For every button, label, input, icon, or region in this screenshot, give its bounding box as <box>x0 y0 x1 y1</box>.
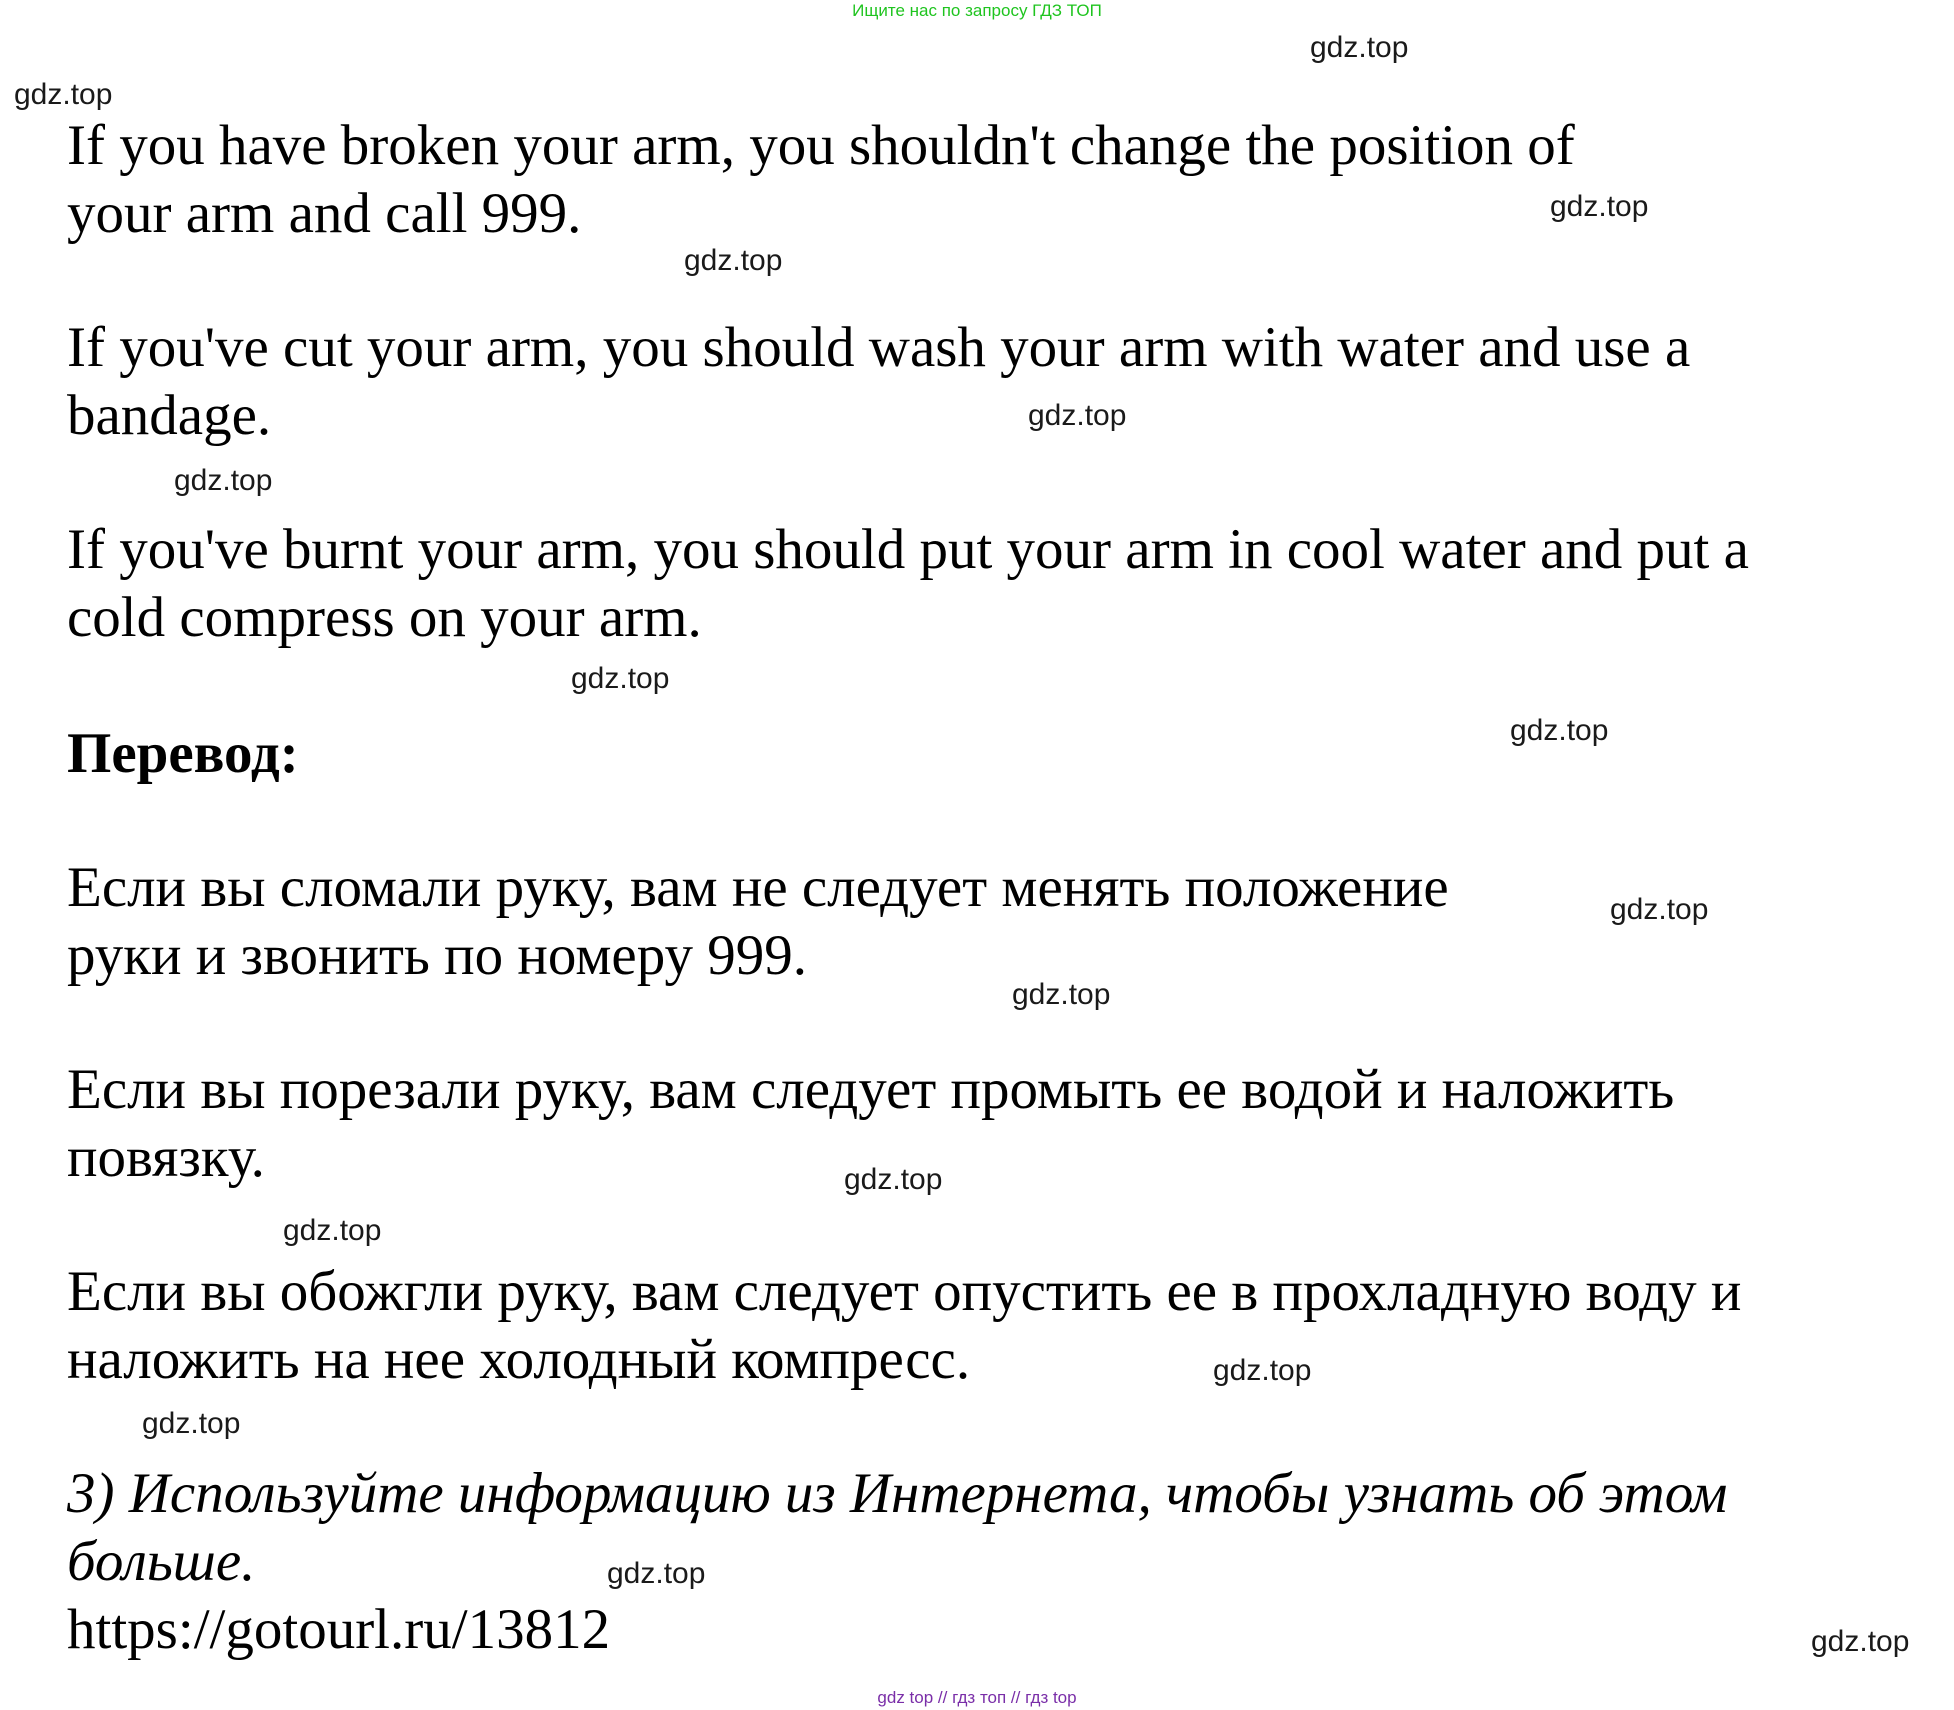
watermark: gdz.top <box>283 1214 382 1247</box>
english-paragraph-2 <box>67 314 1690 450</box>
watermark: gdz.top <box>174 464 273 497</box>
watermark: gdz.top <box>1028 399 1127 432</box>
watermark: gdz.top <box>1510 714 1609 747</box>
watermark: gdz.top <box>142 1407 241 1440</box>
watermark: gdz.top <box>1811 1625 1910 1658</box>
paragraph-line: руки и звонить по номеру 999. <box>67 924 807 987</box>
paragraph-line: If you've burnt your arm, you should put your arm in cool water and put a <box>67 518 1749 581</box>
watermark: gdz.top <box>571 662 670 695</box>
paragraph-line: If you have broken your arm, you shouldn't change the position of <box>67 114 1575 177</box>
paragraph-line: Если вы порезали руку, вам следует промыть ее водой и наложить <box>67 1058 1675 1121</box>
paragraph-line: повязку. <box>67 1126 265 1189</box>
russian-paragraph-3 <box>67 1258 1741 1394</box>
paragraph-line: If you've cut your arm, you should wash your arm with water and use a <box>67 316 1691 379</box>
english-paragraph-1 <box>67 112 1575 248</box>
watermark: gdz.top <box>1610 893 1709 926</box>
watermark: gdz.top <box>844 1163 943 1196</box>
watermark: gdz.top <box>607 1557 706 1590</box>
paragraph-line: your arm and call 999. <box>67 182 582 245</box>
paragraph-line: cold compress on your arm. <box>67 586 702 649</box>
english-paragraph-3 <box>67 516 1749 652</box>
footer-tags: gdz top // гдз топ // гдз top <box>877 1688 1077 1707</box>
translation-heading: Перевод: <box>67 722 299 785</box>
task-line: 3) Используйте информацию из Интернета, чтобы узнать об этом <box>67 1462 1728 1525</box>
task-text <box>67 1460 1727 1596</box>
reference-link[interactable]: https://gotourl.ru/13812 <box>67 1598 611 1661</box>
watermark: gdz.top <box>1012 978 1111 1011</box>
paragraph-line: Если вы сломали руку, вам не следует менять положение <box>67 856 1449 919</box>
paragraph-line: bandage. <box>67 384 272 447</box>
paragraph-line: наложить на нее холодный компресс. <box>67 1328 971 1391</box>
russian-paragraph-2 <box>67 1056 1674 1192</box>
watermark: gdz.top <box>1550 190 1649 223</box>
task-line: больше. <box>67 1530 256 1593</box>
search-banner: Ищите нас по запросу ГДЗ ТОП <box>852 1 1102 20</box>
watermark: gdz.top <box>1310 31 1409 64</box>
watermark: gdz.top <box>14 78 113 111</box>
watermark: gdz.top <box>1213 1354 1312 1387</box>
watermark: gdz.top <box>684 244 783 277</box>
russian-paragraph-1 <box>67 854 1449 990</box>
paragraph-line: Если вы обожгли руку, вам следует опустить ее в прохладную воду и <box>67 1260 1742 1323</box>
